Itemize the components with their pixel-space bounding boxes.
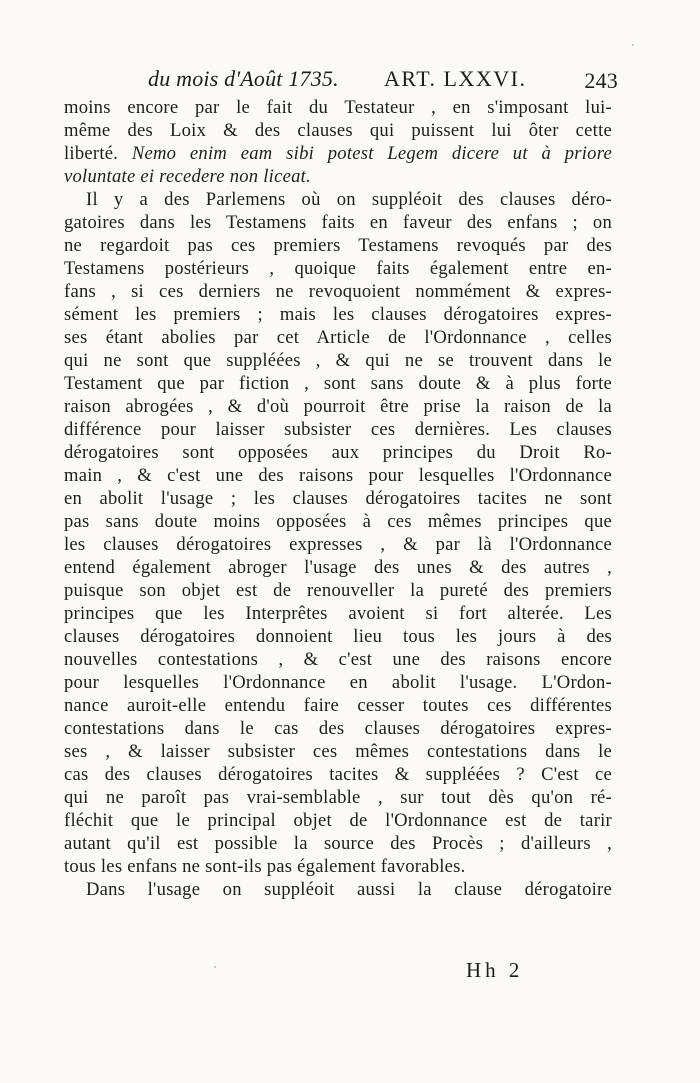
text-line: ses étant abolies par cet Article de l'Ordonnance , celles [64, 327, 612, 348]
running-title: du mois d'Août 1735. [148, 66, 339, 91]
text-line: qui ne sont que suppléées , & qui ne se trouvent dans le [64, 350, 612, 371]
paragraph-end: tous les enfans ne sont-ils pas également favorables. [64, 856, 466, 877]
text-line: entend également abroger l'usage des unes & des autres , [64, 557, 612, 578]
text-line: cas des clauses dérogatoires tacites & suppléées ? C'est ce [64, 764, 612, 785]
page-number: 243 [584, 68, 618, 93]
text-line: puisque son objet est de renouveller la pureté des premiers [64, 580, 612, 601]
signature-mark: Hh 2 [466, 958, 524, 982]
text-line: ses , & laisser subsister ces mêmes contestations dans le [64, 741, 612, 762]
text-line: nance auroit-elle entendu faire cesser toutes ces différentes [64, 695, 612, 716]
body-text [64, 96, 612, 901]
text-line: différence pour laisser subsister ces dernières. Les clauses [64, 419, 612, 440]
text-line: clauses dérogatoires donnoient lieu tous les jours à des [64, 626, 612, 647]
text-line-latin-start [64, 142, 612, 165]
text-line: autant qu'il est possible la source des Procès ; d'ailleurs , [64, 833, 612, 854]
text-line: moins encore par le fait du Testateur , en s'imposant lui- [64, 97, 612, 118]
text-line: contestations dans le cas des clauses dérogatoires expres- [64, 718, 612, 739]
text-line: Testament que par fiction , sont sans doute & à plus forte [64, 373, 612, 394]
text-line: fans , si ces derniers ne revoquoient nommément & expres- [64, 281, 612, 302]
text-line: même des Loix & des clauses qui puissent lui ôter cette [64, 120, 612, 141]
text-line: qui ne paroît pas vrai-semblable , sur tout dès qu'on ré- [64, 787, 612, 808]
latin-quote: Nemo enim eam sibi potest Legem dicere ut à priore [131, 143, 612, 164]
text-line: pas sans doute moins opposées à ces mêmes principes que [64, 511, 612, 532]
text-line: dérogatoires sont opposées aux principes du Droit Ro- [64, 442, 612, 463]
article-label: ART. LXXVI. [384, 66, 527, 91]
paragraph-start: Il y a des Parlemens où on suppléoit des clauses déro- [86, 189, 612, 210]
text-fragment: liberté. [64, 143, 119, 164]
page-header [148, 66, 618, 98]
text-line: nouvelles contestations , & c'est une des raisons encore [64, 649, 612, 670]
text-line: en abolit l'usage ; les clauses dérogatoires tacites ne sont [64, 488, 612, 509]
paper-speck [214, 966, 216, 968]
text-line: sément les premiers ; mais les clauses dérogatoires expres- [64, 304, 612, 325]
text-line: gatoires dans les Testamens faits en faveur des enfans ; on [64, 212, 612, 233]
text-line: fléchit que le principal objet de l'Ordonnance est de tarir [64, 810, 612, 831]
text-line: raison abrogées , & d'où pourroit être prise la raison de la [64, 396, 612, 417]
paragraph-start: Dans l'usage on suppléoit aussi la clause dérogatoire [86, 879, 612, 900]
text-line: les clauses dérogatoires expresses , & par là l'Ordonnance [64, 534, 612, 555]
text-line: main , & c'est une des raisons pour lesquelles l'Ordonnance [64, 465, 612, 486]
text-line: Testamens postérieurs , quoique faits également entre en- [64, 258, 612, 279]
latin-quote-end: voluntate ei recedere non liceat. [64, 166, 311, 187]
text-line: pour lesquelles l'Ordonnance en abolit l'usage. L'Ordon- [64, 672, 612, 693]
text-line: ne regardoit pas ces premiers Testamens revoqués par des [64, 235, 612, 256]
text-line: principes que les Interprêtes avoient si fort alterée. Les [64, 603, 612, 624]
paper-speck [632, 44, 634, 46]
